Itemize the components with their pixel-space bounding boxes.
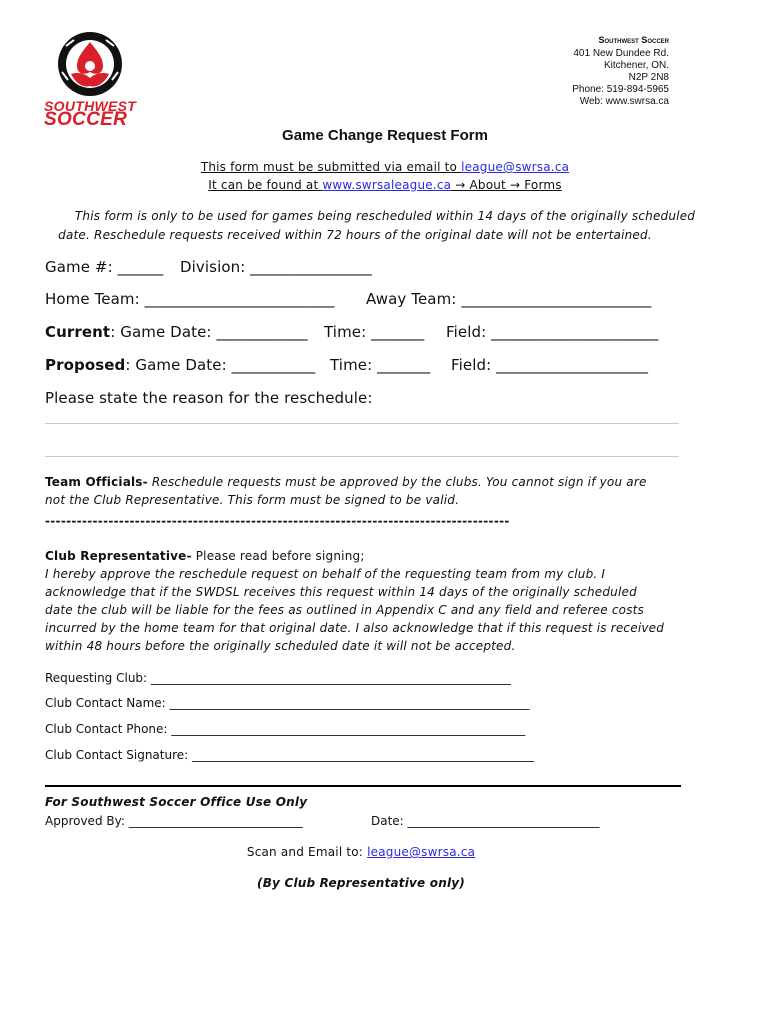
proposed-date-label: : Game Date: ___________ bbox=[125, 356, 316, 374]
scan-email-link[interactable]: league@swrsa.ca bbox=[367, 845, 476, 859]
scan-email-line bbox=[0, 845, 722, 859]
team-officials-note-line-1 bbox=[45, 475, 647, 489]
submit-prefix: This form must be submitted via email to bbox=[200, 160, 462, 174]
reason-label: Please state the reason for the reschedule: bbox=[45, 389, 373, 407]
game-number-field[interactable]: Game #: ______ bbox=[45, 258, 164, 276]
current-field-field[interactable]: Field: ______________________ bbox=[446, 323, 659, 341]
club-rep-label: Club Representative- bbox=[45, 549, 192, 563]
team-officials-text: Reschedule requests must be approved by the clubs. You cannot sign if you are bbox=[147, 475, 647, 489]
address-line-3: N2P 2N8 bbox=[628, 72, 669, 83]
club-contact-phone-field[interactable]: Club Contact Phone: ___________________________________________________________ bbox=[45, 722, 526, 736]
proposed-time-field[interactable]: Time: _______ bbox=[330, 356, 431, 374]
reason-line-2[interactable] bbox=[45, 456, 679, 457]
club-rep-heading bbox=[45, 549, 365, 563]
current-game-date-field[interactable] bbox=[45, 323, 308, 341]
acknowledgement-line-1: I hereby approve the reschedule request on behalf of the requesting team from my club. I bbox=[45, 567, 606, 581]
acknowledgement-line-2: acknowledge that if the SWDSL receives this request within 14 days of the originally scheduled bbox=[45, 585, 637, 599]
acknowledgement-line-5: within 48 hours before the originally scheduled date it will not be accepted. bbox=[45, 639, 516, 653]
website-text: Web: www.swrsa.ca bbox=[579, 96, 669, 107]
proposed-label: Proposed bbox=[45, 356, 126, 374]
division-field[interactable]: Division: ________________ bbox=[180, 258, 372, 276]
logo-text-soccer: SOCCER bbox=[44, 109, 128, 130]
office-use-rule bbox=[45, 785, 681, 787]
submit-instruction bbox=[0, 160, 770, 174]
by-club-rep-note: (By Club Representative only) bbox=[257, 876, 465, 890]
phone-text: Phone: 519-894-5965 bbox=[572, 84, 669, 95]
approved-by-field[interactable]: Approved By: _____________________________ bbox=[45, 814, 303, 828]
found-instruction bbox=[0, 178, 770, 192]
proposed-field-field[interactable]: Field: ____________________ bbox=[451, 356, 649, 374]
team-officials-note-line-2: not the Club Representative. This form must be signed to be valid. bbox=[45, 493, 460, 507]
club-contact-signature-field[interactable]: Club Contact Signature: _________________________________________________________ bbox=[45, 748, 534, 762]
soccer-ball-trillium-icon bbox=[44, 28, 136, 100]
website-link[interactable]: www.swrsaleague.ca bbox=[322, 178, 452, 192]
notice-line-2: date. Reschedule requests received within 72 hours of the original date will not be entertained. bbox=[58, 228, 652, 242]
dash-separator: ---------------------------------------------------------------------------------------- bbox=[45, 514, 510, 528]
home-team-field[interactable]: Home Team: _________________________ bbox=[45, 290, 335, 308]
scan-prefix: Scan and Email to: bbox=[246, 845, 368, 859]
proposed-game-date-field[interactable] bbox=[45, 356, 315, 374]
found-suffix: → About → Forms bbox=[451, 178, 562, 192]
org-header-name: Southwest Soccer bbox=[598, 35, 669, 45]
submit-email-link[interactable]: league@swrsa.ca bbox=[461, 160, 570, 174]
address-line-2: Kitchener, ON. bbox=[603, 60, 669, 71]
current-label: Current bbox=[45, 323, 111, 341]
southwest-soccer-logo bbox=[44, 28, 136, 128]
reason-line-1[interactable] bbox=[45, 423, 679, 424]
acknowledgement-line-4: incurred by the home team for that original date. I also acknowledge that if this request is received bbox=[45, 621, 665, 635]
notice-line-1: This form is only to be used for games being rescheduled within 14 days of the originally scheduled bbox=[74, 209, 696, 223]
form-title: Game Change Request Form bbox=[282, 127, 488, 144]
requesting-club-field[interactable]: Requesting Club: ____________________________________________________________ bbox=[45, 671, 511, 685]
acknowledgement-line-3: date the club will be liable for the fees as outlined in Appendix C and any field and referee costs bbox=[45, 603, 644, 617]
away-team-field[interactable]: Away Team: _________________________ bbox=[366, 290, 652, 308]
team-officials-label: Team Officials- bbox=[45, 475, 148, 489]
current-time-field[interactable]: Time: _______ bbox=[324, 323, 425, 341]
current-date-label: : Game Date: ____________ bbox=[110, 323, 308, 341]
found-prefix: It can be found at bbox=[208, 178, 323, 192]
date-field[interactable]: Date: ________________________________ bbox=[371, 814, 600, 828]
club-contact-name-field[interactable]: Club Contact Name: ____________________________________________________________ bbox=[45, 696, 530, 710]
club-rep-intro: Please read before signing; bbox=[191, 549, 365, 563]
address-line-1: 401 New Dundee Rd. bbox=[573, 48, 669, 59]
logo-text-southwest: SOUTHWEST bbox=[44, 98, 137, 114]
office-use-title: For Southwest Soccer Office Use Only bbox=[45, 795, 308, 809]
